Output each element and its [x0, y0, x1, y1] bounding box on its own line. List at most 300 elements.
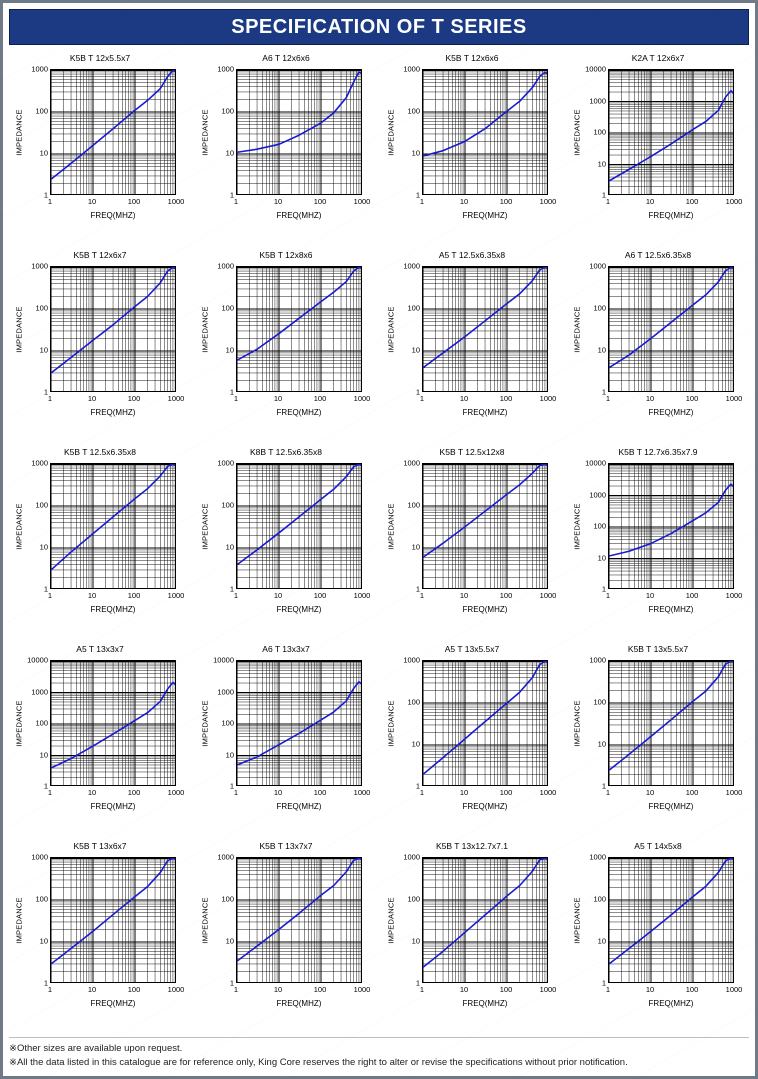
y-tick-label: 10	[225, 148, 234, 158]
chart-title: K5B T 13x7x7	[259, 841, 313, 851]
x-tick-label: 1	[47, 788, 53, 797]
y-axis-ticks	[582, 65, 608, 199]
x-tick-label: 10	[87, 394, 97, 403]
y-axis-label-text: IMPEDANCE	[386, 108, 396, 156]
x-tick-label: 1000	[539, 788, 557, 797]
x-tick-label: 1000	[167, 197, 185, 206]
chart-title: K2A T 12x6x7	[631, 53, 685, 63]
impedance-vs-frequency-plot	[198, 262, 374, 430]
x-tick-label: 100	[313, 985, 327, 994]
chart-grid	[7, 53, 751, 1038]
x-tick-label: 1	[47, 985, 53, 994]
x-tick-label: 1	[233, 197, 239, 206]
plot-area	[608, 266, 734, 392]
x-tick-label: 100	[127, 985, 141, 994]
plot-area	[422, 69, 548, 195]
chart-cell	[193, 644, 379, 841]
x-tick-label: 1	[605, 985, 611, 994]
y-tick-label: 1000	[217, 458, 234, 468]
y-axis-ticks	[24, 853, 50, 987]
x-tick-label: 1	[419, 788, 425, 797]
y-tick-label: 10	[597, 739, 606, 749]
y-axis-ticks	[24, 656, 50, 790]
x-axis-label: FREQ(MHZ)	[90, 211, 136, 220]
x-tick-label: 1	[47, 394, 53, 403]
chart-title: K5B T 12.7x6.35x7.9	[618, 447, 698, 457]
x-tick-label: 1	[605, 197, 611, 206]
y-tick-label: 100	[407, 697, 420, 707]
plot-area	[236, 266, 362, 392]
x-axis-label: FREQ(MHZ)	[90, 408, 136, 417]
chart-title: A6 T 12.5x6.35x8	[624, 250, 692, 260]
x-tick-label: 10	[459, 591, 469, 600]
chart-title: K8B T 12.5x6.35x8	[250, 447, 322, 457]
x-axis-ticks	[605, 591, 743, 605]
x-tick-label: 1	[233, 394, 239, 403]
y-tick-label: 1000	[403, 655, 420, 665]
y-axis-label-text: IMPEDANCE	[200, 305, 210, 353]
x-tick-label: 1000	[353, 788, 371, 797]
y-tick-label: 1	[601, 190, 606, 200]
y-tick-label: 100	[593, 697, 606, 707]
x-tick-label: 100	[685, 394, 699, 403]
x-axis-ticks	[47, 985, 185, 999]
chart-cell	[379, 250, 565, 447]
x-axis-ticks	[47, 788, 185, 802]
x-axis-ticks	[419, 788, 557, 802]
x-tick-label: 10	[645, 985, 655, 994]
chart-title: K5B T 12x6x6	[445, 53, 499, 63]
x-axis-ticks	[419, 985, 557, 999]
x-tick-label: 100	[313, 788, 327, 797]
x-tick-label: 10	[87, 788, 97, 797]
plot-area	[236, 69, 362, 195]
y-tick-label: 100	[35, 106, 48, 116]
y-axis-label-text: IMPEDANCE	[386, 896, 396, 944]
x-axis-ticks	[605, 394, 743, 408]
x-tick-label: 100	[685, 985, 699, 994]
chart-cell	[565, 841, 751, 1038]
x-tick-label: 100	[127, 591, 141, 600]
y-tick-label: 100	[407, 303, 420, 313]
x-tick-label: 10	[273, 985, 283, 994]
x-axis-label: FREQ(MHZ)	[462, 408, 508, 417]
x-tick-label: 10	[273, 591, 283, 600]
chart-cell	[193, 841, 379, 1038]
x-tick-label: 1000	[725, 197, 743, 206]
x-tick-label: 1000	[539, 197, 557, 206]
x-axis-label: FREQ(MHZ)	[90, 802, 136, 811]
y-tick-label: 1000	[589, 96, 606, 105]
chart-title: A6 T 13x3x7	[262, 644, 310, 654]
y-axis-label-text: IMPEDANCE	[14, 305, 24, 353]
x-tick-label: 1000	[167, 394, 185, 403]
y-tick-label: 1000	[403, 261, 420, 271]
x-tick-label: 1000	[725, 985, 743, 994]
y-tick-label: 100	[221, 106, 234, 116]
x-axis-label: FREQ(MHZ)	[648, 605, 694, 614]
y-tick-label: 10000	[585, 458, 606, 468]
y-tick-label: 10	[411, 345, 420, 355]
y-tick-label: 1000	[589, 261, 606, 271]
y-tick-label: 1000	[31, 687, 48, 696]
y-tick-label: 10	[39, 750, 48, 759]
x-axis-ticks	[233, 197, 371, 211]
chart-cell	[379, 53, 565, 250]
impedance-vs-frequency-plot	[570, 656, 746, 824]
y-tick-label: 1	[415, 387, 420, 397]
x-tick-label: 100	[499, 591, 513, 600]
impedance-vs-frequency-plot	[384, 656, 560, 824]
impedance-vs-frequency-plot	[198, 656, 374, 824]
x-tick-label: 10	[459, 394, 469, 403]
y-axis-ticks	[396, 262, 422, 396]
chart-title: A5 T 12.5x6.35x8	[438, 250, 506, 260]
plot-area	[50, 857, 176, 983]
plot-area	[608, 660, 734, 786]
x-tick-label: 1000	[353, 197, 371, 206]
x-axis-label: FREQ(MHZ)	[648, 999, 694, 1008]
x-tick-label: 1	[605, 591, 611, 600]
x-tick-label: 1	[419, 985, 425, 994]
y-tick-label: 100	[35, 500, 48, 510]
y-tick-label: 100	[35, 718, 48, 728]
y-tick-label: 1	[229, 387, 234, 397]
x-tick-label: 10	[273, 197, 283, 206]
y-tick-label: 1	[601, 584, 606, 594]
x-axis-label: FREQ(MHZ)	[90, 605, 136, 614]
x-tick-label: 1	[47, 197, 53, 206]
x-axis-label: FREQ(MHZ)	[276, 408, 322, 417]
x-tick-label: 100	[685, 591, 699, 600]
x-axis-ticks	[233, 591, 371, 605]
x-tick-label: 1	[419, 197, 425, 206]
y-axis-label-text: IMPEDANCE	[14, 502, 24, 550]
y-axis-label-text: IMPEDANCE	[572, 896, 582, 944]
x-tick-label: 1	[233, 985, 239, 994]
plot-area	[236, 463, 362, 589]
impedance-vs-frequency-plot	[198, 459, 374, 627]
x-tick-label: 10	[459, 197, 469, 206]
x-tick-label: 1000	[539, 985, 557, 994]
y-tick-label: 10000	[213, 655, 234, 665]
y-tick-label: 1000	[31, 458, 48, 468]
chart-title: A5 T 13x3x7	[76, 644, 124, 654]
x-tick-label: 1000	[167, 788, 185, 797]
chart-cell	[193, 53, 379, 250]
y-tick-label: 10	[597, 553, 606, 562]
x-axis-label: FREQ(MHZ)	[276, 605, 322, 614]
y-axis-ticks	[396, 65, 422, 199]
plot-area	[608, 463, 734, 589]
impedance-vs-frequency-plot	[198, 65, 374, 233]
x-tick-label: 100	[499, 394, 513, 403]
chart-title: K5B T 12x8x6	[259, 250, 313, 260]
y-tick-label: 1	[229, 190, 234, 200]
x-tick-label: 1	[419, 591, 425, 600]
x-tick-label: 1	[605, 394, 611, 403]
y-tick-label: 100	[35, 894, 48, 904]
y-tick-label: 1000	[403, 64, 420, 74]
y-tick-label: 100	[221, 894, 234, 904]
footer-note-2: ※All the data listed in this catalogue are for reference only, King Core reserves the right to alter or revise the specifications without prior notification.	[9, 1056, 628, 1068]
y-tick-label: 100	[407, 106, 420, 116]
y-tick-label: 100	[221, 303, 234, 313]
y-tick-label: 1	[415, 781, 420, 791]
x-axis-ticks	[419, 394, 557, 408]
y-tick-label: 1000	[217, 687, 234, 696]
chart-cell	[565, 447, 751, 644]
y-tick-label: 10000	[585, 64, 606, 74]
y-tick-label: 1000	[589, 852, 606, 862]
y-tick-label: 1000	[31, 64, 48, 74]
y-tick-label: 10	[411, 739, 420, 749]
impedance-vs-frequency-plot	[570, 853, 746, 1021]
chart-cell	[193, 250, 379, 447]
y-tick-label: 10	[39, 345, 48, 355]
x-tick-label: 10	[273, 788, 283, 797]
chart-cell	[379, 841, 565, 1038]
y-axis-ticks	[24, 459, 50, 593]
y-axis-ticks	[582, 656, 608, 790]
chart-title: K5B T 12x6x7	[73, 250, 127, 260]
y-tick-label: 1000	[31, 852, 48, 862]
y-tick-label: 1000	[403, 852, 420, 862]
y-tick-label: 1	[229, 978, 234, 988]
y-tick-label: 1000	[217, 852, 234, 862]
y-axis-ticks	[396, 656, 422, 790]
x-tick-label: 100	[127, 788, 141, 797]
x-tick-label: 1000	[353, 394, 371, 403]
y-axis-ticks	[210, 459, 236, 593]
plot-area	[236, 857, 362, 983]
plot-area	[422, 660, 548, 786]
impedance-vs-frequency-plot	[384, 459, 560, 627]
y-axis-label-text: IMPEDANCE	[200, 108, 210, 156]
y-axis-label-text: IMPEDANCE	[386, 305, 396, 353]
y-tick-label: 10	[225, 345, 234, 355]
impedance-vs-frequency-plot	[384, 262, 560, 430]
x-tick-label: 1000	[167, 985, 185, 994]
impedance-vs-frequency-plot	[12, 262, 188, 430]
plot-area	[608, 857, 734, 983]
y-tick-label: 1	[229, 781, 234, 791]
plot-area	[50, 660, 176, 786]
y-axis-label-text: IMPEDANCE	[14, 896, 24, 944]
x-axis-ticks	[419, 591, 557, 605]
plot-area	[422, 463, 548, 589]
y-axis-ticks	[24, 262, 50, 396]
y-axis-ticks	[210, 262, 236, 396]
x-tick-label: 100	[685, 197, 699, 206]
y-tick-label: 10	[597, 345, 606, 355]
x-tick-label: 10	[459, 985, 469, 994]
chart-title: K5B T 12.5x12x8	[439, 447, 505, 457]
y-axis-ticks	[582, 262, 608, 396]
x-tick-label: 1	[605, 788, 611, 797]
y-tick-label: 1	[601, 978, 606, 988]
x-axis-label: FREQ(MHZ)	[276, 999, 322, 1008]
y-axis-ticks	[210, 656, 236, 790]
impedance-vs-frequency-plot	[570, 262, 746, 430]
impedance-vs-frequency-plot	[12, 853, 188, 1021]
chart-cell	[379, 447, 565, 644]
plot-area	[50, 266, 176, 392]
y-axis-ticks	[24, 65, 50, 199]
x-tick-label: 100	[685, 788, 699, 797]
chart-title: K5B T 13x12.7x7.1	[436, 841, 508, 851]
impedance-vs-frequency-plot	[198, 853, 374, 1021]
y-axis-ticks	[582, 853, 608, 987]
x-tick-label: 1000	[539, 591, 557, 600]
y-tick-label: 100	[221, 500, 234, 510]
plot-area	[236, 660, 362, 786]
x-axis-ticks	[233, 394, 371, 408]
y-tick-label: 1	[415, 584, 420, 594]
plot-area	[422, 266, 548, 392]
y-tick-label: 100	[35, 303, 48, 313]
chart-cell	[379, 644, 565, 841]
x-axis-label: FREQ(MHZ)	[276, 802, 322, 811]
y-axis-label-text: IMPEDANCE	[200, 502, 210, 550]
chart-title: K5B T 13x6x7	[73, 841, 127, 851]
x-tick-label: 1000	[353, 985, 371, 994]
x-tick-label: 1000	[725, 788, 743, 797]
x-axis-label: FREQ(MHZ)	[462, 802, 508, 811]
x-tick-label: 100	[499, 197, 513, 206]
x-axis-label: FREQ(MHZ)	[648, 211, 694, 220]
y-tick-label: 10	[225, 936, 234, 946]
plot-area	[608, 69, 734, 195]
y-axis-label-text: IMPEDANCE	[14, 699, 24, 747]
y-tick-label: 10	[225, 750, 234, 759]
y-axis-label-text: IMPEDANCE	[572, 108, 582, 156]
y-tick-label: 1000	[403, 458, 420, 468]
x-tick-label: 1	[233, 788, 239, 797]
x-axis-label: FREQ(MHZ)	[648, 802, 694, 811]
footer-note-1: ※Other sizes are available upon request.	[9, 1042, 183, 1054]
x-tick-label: 1000	[539, 394, 557, 403]
x-tick-label: 1000	[725, 394, 743, 403]
y-tick-label: 1	[43, 584, 48, 594]
x-axis-label: FREQ(MHZ)	[648, 408, 694, 417]
chart-cell	[565, 53, 751, 250]
y-axis-label-text: IMPEDANCE	[386, 502, 396, 550]
x-tick-label: 100	[127, 394, 141, 403]
y-axis-label-text: IMPEDANCE	[572, 502, 582, 550]
x-tick-label: 1	[233, 591, 239, 600]
y-tick-label: 100	[407, 894, 420, 904]
plot-area	[50, 69, 176, 195]
chart-title: A5 T 14x5x8	[634, 841, 682, 851]
chart-cell	[7, 644, 193, 841]
x-tick-label: 10	[645, 197, 655, 206]
impedance-vs-frequency-plot	[12, 459, 188, 627]
chart-cell	[7, 53, 193, 250]
y-tick-label: 1	[415, 978, 420, 988]
x-tick-label: 10	[87, 985, 97, 994]
y-tick-label: 1000	[589, 490, 606, 499]
y-axis-ticks	[210, 65, 236, 199]
chart-title: K5B T 13x5.5x7	[627, 644, 689, 654]
x-axis-label: FREQ(MHZ)	[90, 999, 136, 1008]
footer-notes	[9, 1037, 749, 1071]
x-tick-label: 100	[313, 197, 327, 206]
y-tick-label: 1	[601, 387, 606, 397]
chart-title: K5B T 12x5.5x7	[69, 53, 131, 63]
y-axis-ticks	[582, 459, 608, 593]
y-tick-label: 100	[593, 303, 606, 313]
x-tick-label: 100	[313, 394, 327, 403]
y-tick-label: 1	[43, 781, 48, 791]
x-tick-label: 1	[419, 394, 425, 403]
page-header	[9, 9, 749, 45]
x-tick-label: 100	[127, 197, 141, 206]
y-tick-label: 10	[39, 148, 48, 158]
x-axis-label: FREQ(MHZ)	[462, 999, 508, 1008]
y-tick-label: 1	[43, 978, 48, 988]
y-tick-label: 10	[597, 159, 606, 168]
y-tick-label: 10	[597, 936, 606, 946]
y-tick-label: 1000	[217, 64, 234, 74]
y-axis-label-text: IMPEDANCE	[14, 108, 24, 156]
x-axis-ticks	[605, 197, 743, 211]
y-tick-label: 10	[225, 542, 234, 552]
page-title: SPECIFICATION OF T SERIES	[231, 15, 527, 38]
x-axis-ticks	[47, 197, 185, 211]
y-tick-label: 100	[593, 894, 606, 904]
x-tick-label: 10	[273, 394, 283, 403]
y-tick-label: 10	[411, 936, 420, 946]
x-axis-ticks	[605, 985, 743, 999]
y-axis-label-text: IMPEDANCE	[200, 699, 210, 747]
impedance-vs-frequency-plot	[384, 853, 560, 1021]
x-axis-ticks	[233, 985, 371, 999]
x-axis-label: FREQ(MHZ)	[462, 211, 508, 220]
y-tick-label: 100	[593, 127, 606, 137]
y-tick-label: 1	[43, 190, 48, 200]
x-tick-label: 10	[645, 788, 655, 797]
y-axis-label-text: IMPEDANCE	[572, 699, 582, 747]
y-axis-label-text: IMPEDANCE	[386, 699, 396, 747]
y-tick-label: 1000	[217, 261, 234, 271]
x-tick-label: 100	[499, 985, 513, 994]
x-axis-ticks	[419, 197, 557, 211]
chart-cell	[565, 644, 751, 841]
chart-cell	[7, 250, 193, 447]
chart-title: K5B T 12.5x6.35x8	[64, 447, 136, 457]
x-axis-label: FREQ(MHZ)	[462, 605, 508, 614]
x-tick-label: 100	[499, 788, 513, 797]
y-axis-ticks	[210, 853, 236, 987]
y-axis-label-text: IMPEDANCE	[572, 305, 582, 353]
impedance-vs-frequency-plot	[12, 65, 188, 233]
x-tick-label: 1000	[725, 591, 743, 600]
y-tick-label: 10	[39, 542, 48, 552]
x-axis-ticks	[47, 394, 185, 408]
x-axis-ticks	[605, 788, 743, 802]
plot-area	[422, 857, 548, 983]
x-tick-label: 10	[645, 591, 655, 600]
chart-title: A5 T 13x5.5x7	[444, 644, 500, 654]
x-axis-ticks	[47, 591, 185, 605]
x-tick-label: 1	[47, 591, 53, 600]
y-tick-label: 1	[415, 190, 420, 200]
impedance-vs-frequency-plot	[12, 656, 188, 824]
x-tick-label: 100	[313, 591, 327, 600]
y-tick-label: 100	[593, 521, 606, 531]
chart-cell	[565, 250, 751, 447]
